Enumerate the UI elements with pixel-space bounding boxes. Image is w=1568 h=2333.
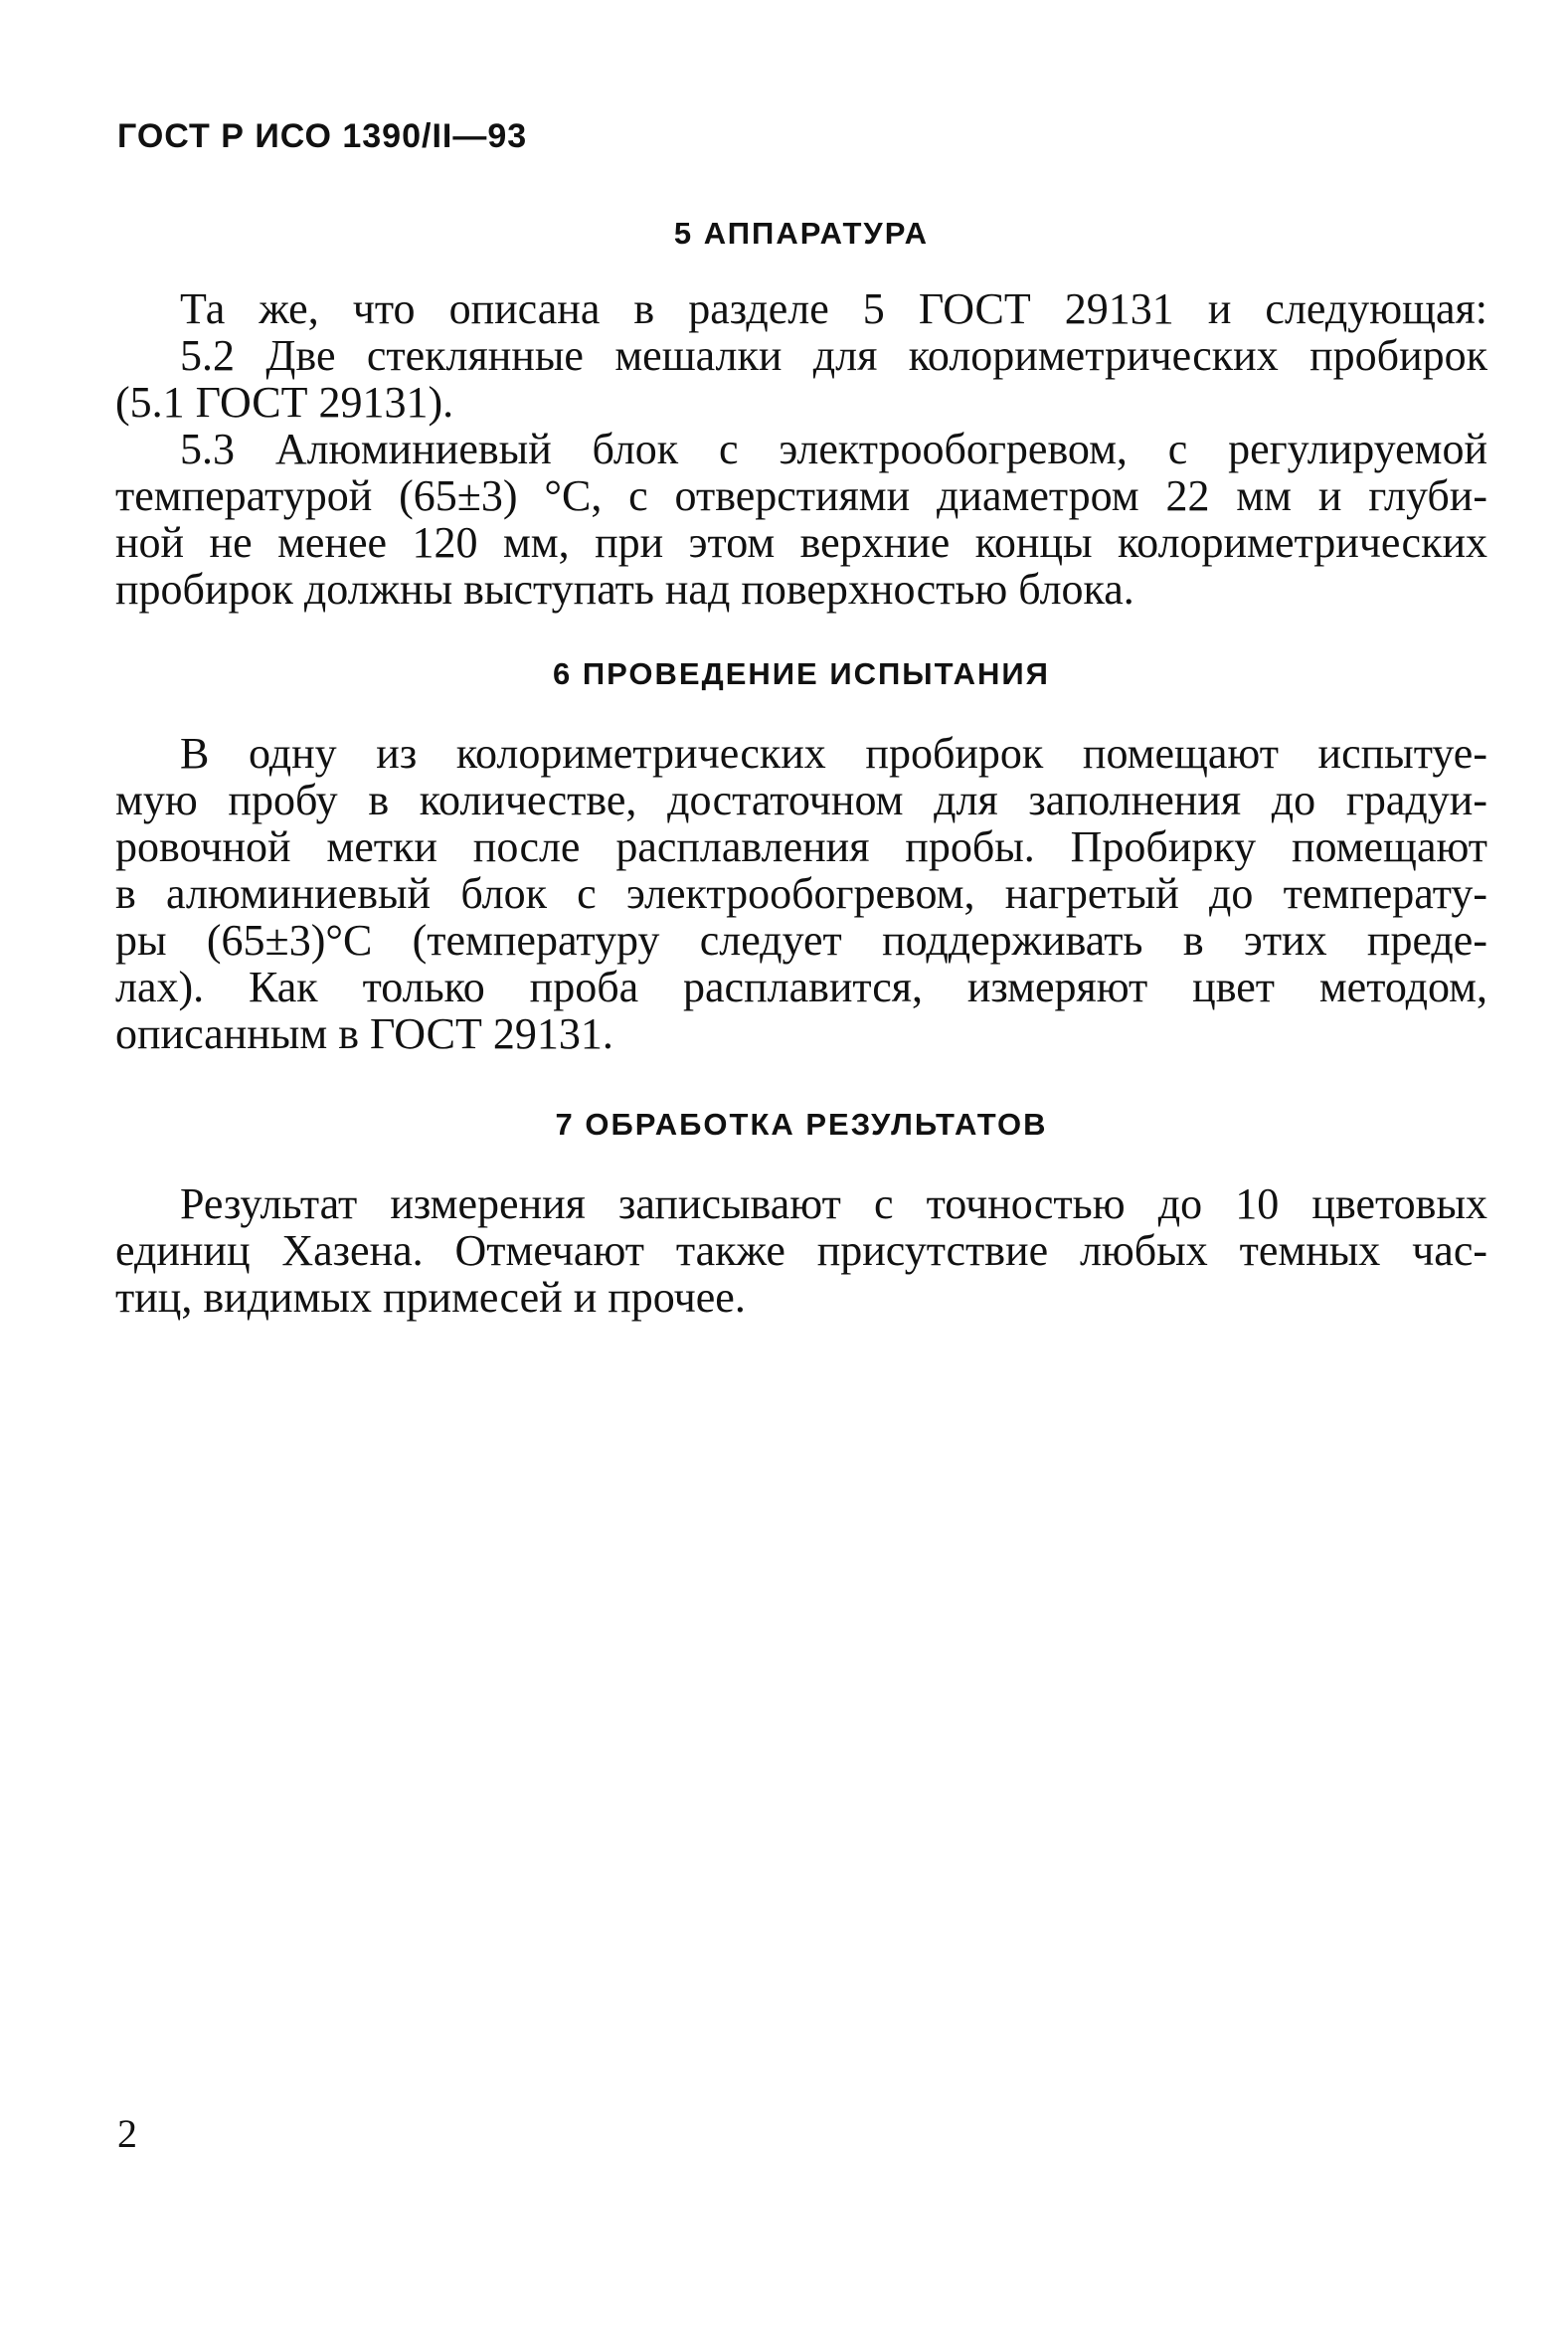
text-line: В одну из колориметрических пробирок помещают испытуе- (180, 729, 1487, 778)
text-line: температурой (65±3) °С, с отверстиями диаметром 22 мм и глуби- (115, 471, 1487, 520)
text-line: ры (65±3)°С (температуру следует поддерживать в этих преде- (115, 916, 1487, 965)
section-apparatus-text (115, 285, 1487, 613)
text-line: Результат измерения записывают с точностью до 10 цветовых (180, 1179, 1487, 1228)
section-heading-test-procedure: 6 ПРОВЕДЕНИЕ ИСПЫТАНИЯ (553, 656, 1050, 691)
text-line: (5.1 ГОСТ 29131). (115, 378, 454, 427)
text-line: в алюминиевый блок с электрообогревом, нагретый до температу- (115, 869, 1487, 918)
text-line: ровочной метки после расплавления пробы. Пробирку помещают (115, 822, 1487, 871)
text-line: мую пробу в количестве, достаточном для заполнения до градуи- (115, 776, 1487, 824)
text-line: описанным в ГОСТ 29131. (115, 1009, 613, 1058)
text-line: Та же, что описана в разделе 5 ГОСТ 29131 и следующая: (180, 284, 1487, 333)
document-header: ГОСТ Р ИСО 1390/II—93 (117, 117, 528, 155)
text-line: тиц, видимых примесей и прочее. (115, 1273, 746, 1322)
text-line: 5.2 Две стеклянные мешалки для колориметрических пробирок (180, 331, 1487, 380)
section-results-text (115, 1180, 1487, 1321)
text-line: единиц Хазена. Отмечают также присутствие любых темных час- (115, 1226, 1487, 1275)
text-line: ной не менее 120 мм, при этом верхние концы колориметрических (115, 518, 1487, 567)
page-number: 2 (117, 2111, 137, 2156)
section-test-procedure-text (115, 730, 1487, 1057)
text-line: лах). Как только проба расплавится, измеряют цвет методом, (115, 963, 1487, 1011)
text-line: 5.3 Алюминиевый блок с электрообогревом, с регулируемой (180, 425, 1487, 473)
document-body (115, 204, 1487, 1321)
section-heading-results: 7 ОБРАБОТКА РЕЗУЛЬТАТОВ (555, 1107, 1048, 1142)
text-line: пробирок должны выступать над поверхностью блока. (115, 565, 1134, 614)
section-heading-apparatus: 5 АППАРАТУРА (673, 216, 930, 251)
